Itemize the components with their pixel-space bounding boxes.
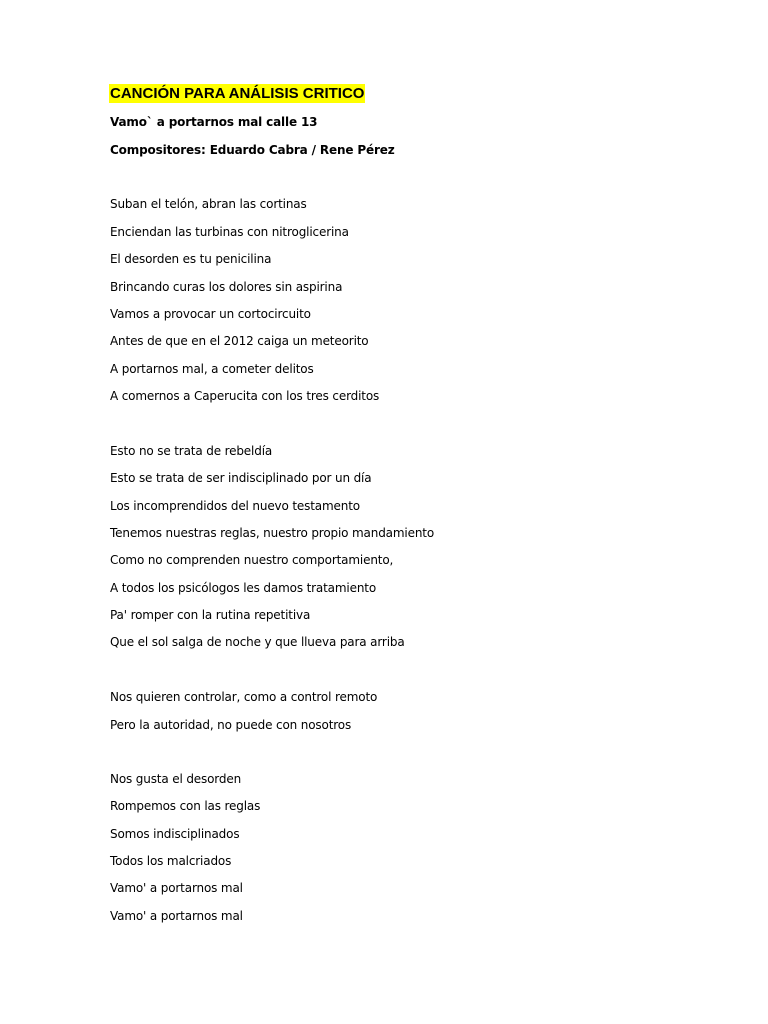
lyric-line: Los incomprendidos del nuevo testamento	[110, 499, 360, 513]
lyric-line: Pero la autoridad, no puede con nosotros	[110, 718, 352, 732]
lyric-line: Nos quieren controlar, como a control remoto	[110, 690, 378, 704]
lyric-line: Todos los malcriados	[110, 854, 232, 868]
lyric-line: Brincando curas los dolores sin aspirina	[110, 280, 343, 294]
lyric-line: Enciendan las turbinas con nitroglicerina	[110, 225, 349, 239]
lyric-line: Como no comprenden nuestro comportamiento,	[110, 553, 394, 567]
lyric-line: Somos indisciplinados	[110, 827, 240, 841]
lyric-line: Antes de que en el 2012 caiga un meteorito	[110, 334, 369, 348]
lyric-line: Que el sol salga de noche y que llueva para arriba	[110, 635, 405, 649]
lyric-line: Tenemos nuestras reglas, nuestro propio mandamiento	[110, 526, 435, 540]
lyric-line: Suban el telón, abran las cortinas	[110, 197, 307, 211]
lyric-line: Esto no se trata de rebeldía	[110, 444, 273, 458]
lyric-line: Vamo' a portarnos mal	[110, 909, 243, 923]
composers-line: Compositores: Eduardo Cabra / Rene Pérez	[110, 143, 395, 157]
lyric-line: Vamos a provocar un cortocircuito	[110, 307, 311, 321]
lyric-line: A portarnos mal, a cometer delitos	[110, 362, 314, 376]
lyric-line: Rompemos con las reglas	[110, 799, 261, 813]
song-line: Vamo` a portarnos mal calle 13	[110, 115, 318, 129]
lyric-line: El desorden es tu penicilina	[110, 252, 272, 266]
lyric-line: A comernos a Caperucita con los tres cerditos	[110, 389, 380, 403]
lyric-line: Esto se trata de ser indisciplinado por un día	[110, 471, 372, 485]
lyric-line: A todos los psicólogos les damos tratamiento	[110, 581, 377, 595]
document-title: CANCIÓN PARA ANÁLISIS CRITICO	[110, 85, 365, 102]
lyric-line: Nos gusta el desorden	[110, 772, 242, 786]
lyric-line: Vamo' a portarnos mal	[110, 881, 243, 895]
lyric-line: Pa' romper con la rutina repetitiva	[110, 608, 311, 622]
